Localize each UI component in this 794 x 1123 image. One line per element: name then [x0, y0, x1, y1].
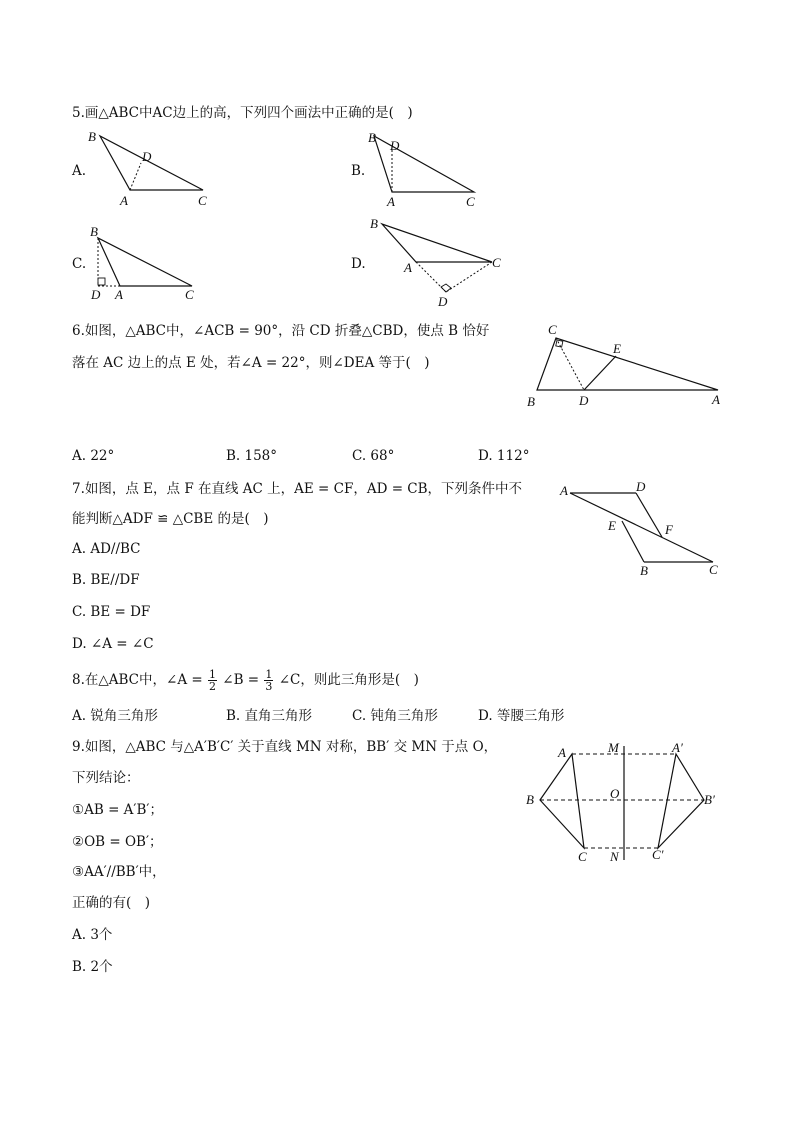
- q5-figure-d: [364, 214, 514, 309]
- q7-label-f: F: [665, 522, 673, 537]
- q8-fraction-1: $\frac{1}{2}$: [208, 668, 216, 693]
- q5a-label-b: B: [88, 129, 96, 144]
- q5b-label-b: B: [368, 130, 376, 145]
- q7-label-c: C: [709, 562, 718, 577]
- q6-stem-line1: 6.如图，△ABC中，∠ACB = 90°，沿 CD 折叠△CBD，使点 B 恰好: [72, 323, 490, 339]
- q5c-label-b: B: [90, 224, 98, 239]
- q8-choice-b[interactable]: B. 直角三角形: [226, 708, 313, 724]
- q5d-label-d: D: [438, 294, 448, 309]
- q6-choice-c[interactable]: C. 68°: [352, 448, 395, 464]
- q5b-label-c: C: [466, 194, 475, 209]
- q8-choice-d[interactable]: D. 等腰三角形: [478, 708, 565, 724]
- q9-label-n: N: [610, 849, 619, 864]
- q7-label-e: E: [608, 518, 616, 533]
- q9-stem-line1: 9.如图，△ABC 与△A′B′C′ 关于直线 MN 对称，BB′ 交 MN 于点 O，: [72, 739, 498, 755]
- q9-choice-b[interactable]: B. 2个: [72, 959, 113, 975]
- q9-label-a: A: [558, 745, 566, 760]
- q5-option-d-label[interactable]: D.: [351, 256, 366, 272]
- q7-choice-b[interactable]: B. BE//DF: [72, 572, 140, 588]
- q7-choice-a[interactable]: A. AD//BC: [72, 541, 141, 557]
- q6-label-c: C: [548, 322, 557, 337]
- q9-stem-line2: 下列结论：: [72, 770, 140, 786]
- q8-prefix: 8.在△ABC中，∠A =: [72, 672, 203, 688]
- q5a-label-d: D: [142, 149, 152, 164]
- q5c-label-a: A: [115, 287, 123, 302]
- q5c-label-d: D: [91, 287, 101, 302]
- q5c-label-c: C: [185, 287, 194, 302]
- q9-choice-a[interactable]: A. 3个: [72, 927, 113, 943]
- q5-figure-a: [80, 126, 220, 211]
- q9-label-c-prime: C′: [652, 847, 664, 862]
- q9-item-2: ②OB = OB′；: [72, 834, 163, 850]
- q5-option-a-label[interactable]: A.: [72, 163, 87, 179]
- q5-option-c-label[interactable]: C.: [72, 256, 87, 272]
- q9-label-m: M: [608, 740, 619, 755]
- q7-label-b: B: [640, 563, 648, 578]
- q5d-label-c: C: [492, 255, 501, 270]
- q8-mid: ∠B =: [222, 672, 260, 688]
- q6-choice-d[interactable]: D. 112°: [478, 448, 530, 464]
- q9-stem-line3: 正确的有( ): [72, 895, 151, 911]
- q7-stem-line1: 7.如图，点 E，点 F 在直线 AC 上，AE = CF，AD = CB，下列条件中不: [72, 481, 523, 497]
- q9-label-b: B: [526, 792, 534, 807]
- q5-figure-c: [84, 220, 214, 305]
- q5d-label-b: B: [370, 216, 378, 231]
- q6-choice-a[interactable]: A. 22°: [72, 448, 115, 464]
- q8-fraction-2: $\frac{1}{3}$: [265, 668, 273, 693]
- q6-label-d: D: [579, 393, 589, 408]
- q5-option-b-label[interactable]: B.: [351, 163, 366, 179]
- q5a-label-a: A: [120, 193, 128, 208]
- q6-label-b: B: [527, 394, 535, 409]
- q8-choice-a[interactable]: A. 锐角三角形: [72, 708, 158, 724]
- q8-choice-c[interactable]: C. 钝角三角形: [352, 708, 438, 724]
- q7-figure: [556, 478, 726, 578]
- q5b-label-a: A: [387, 194, 395, 209]
- q6-label-a: A: [712, 392, 720, 407]
- q5b-label-d: D: [390, 138, 400, 153]
- q8-suffix: ∠C，则此三角形是( ): [278, 672, 419, 688]
- q9-item-1: ①AB = A′B′；: [72, 802, 163, 818]
- q9-label-b-prime: B′: [704, 792, 715, 807]
- q8-stem: [72, 666, 419, 694]
- q6-stem-line2: 落在 AC 边上的点 E 处，若∠A = 22°，则∠DEA 等于( ): [72, 355, 430, 371]
- q9-label-c: C: [578, 849, 587, 864]
- q7-choice-c[interactable]: C. BE = DF: [72, 604, 151, 620]
- q9-item-3: ③AA′//BB′中，: [72, 864, 166, 880]
- q9-label-a-prime: A′: [672, 740, 683, 755]
- q5-stem: 5.画△ABC中AC边上的高，下列四个画法中正确的是( ): [72, 105, 413, 121]
- q5a-label-c: C: [198, 193, 207, 208]
- q7-choice-d[interactable]: D. ∠A = ∠C: [72, 636, 154, 652]
- q6-choice-b[interactable]: B. 158°: [226, 448, 278, 464]
- q5-figure-b: [362, 126, 502, 211]
- q5d-label-a: A: [404, 260, 412, 275]
- q7-stem-line2: 能判断△ADF ≌ △CBE 的是( ): [72, 511, 269, 527]
- q6-label-e: E: [613, 341, 621, 356]
- q9-figure: [522, 738, 732, 868]
- q7-label-d: D: [636, 479, 646, 494]
- q9-label-o: O: [610, 786, 620, 801]
- q6-figure: [524, 322, 734, 412]
- q7-label-a: A: [560, 483, 568, 498]
